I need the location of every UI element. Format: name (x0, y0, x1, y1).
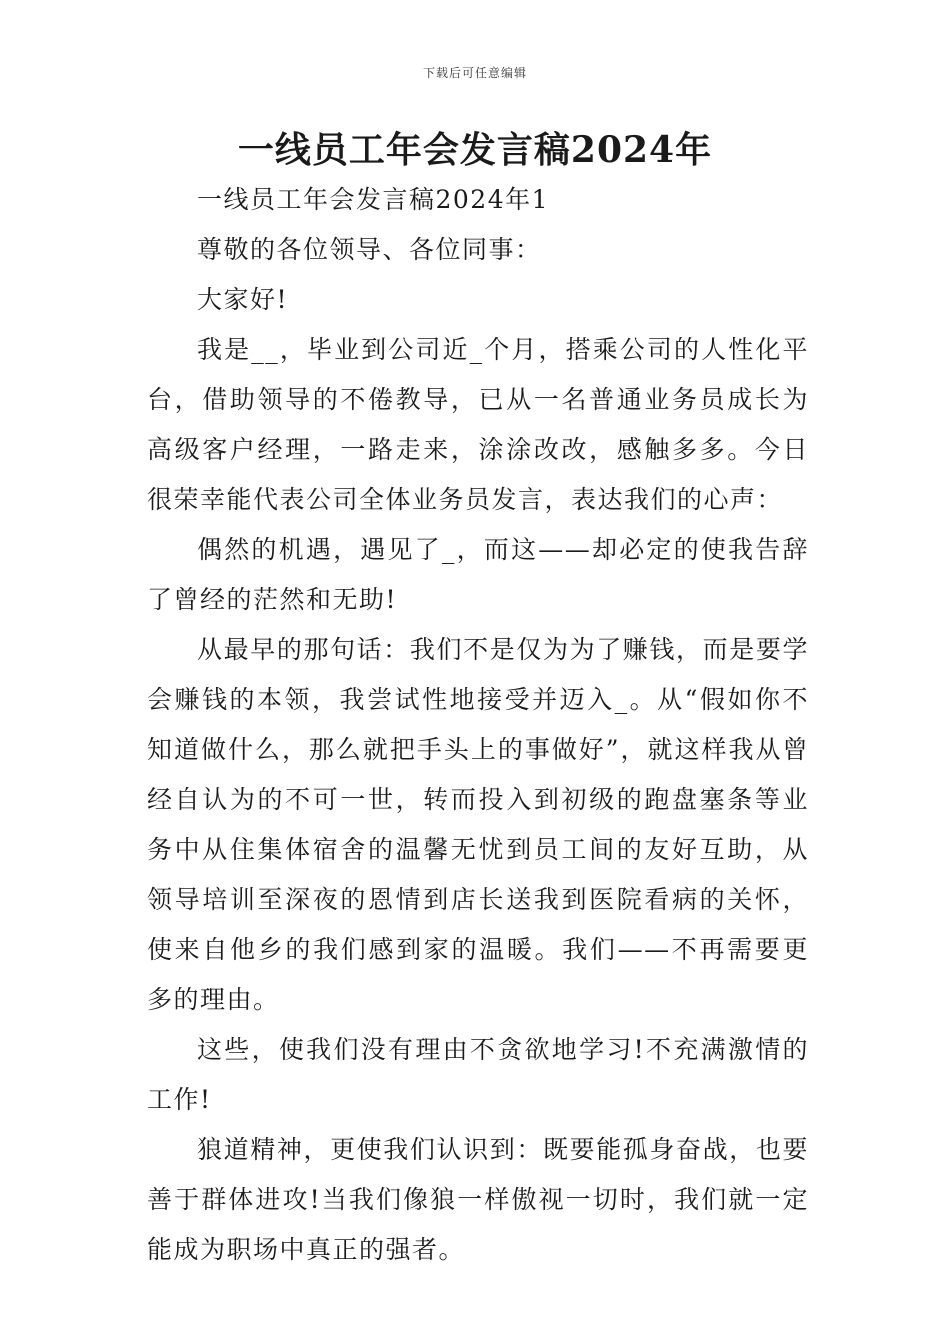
paragraph: 狼道精神，更使我们认识到：既要能孤身奋战，也要善于群体进攻!当我们像狼一样傲视一切时，我们就一定能成为职场中真正的强者。 (147, 1135, 809, 1264)
document-body (147, 175, 809, 1275)
paragraph-greeting: 大家好! (197, 285, 289, 314)
paragraph: 从最早的那句话：我们不是仅为为了赚钱，而是要学会赚钱的本领，我尝试性地接受并迈入_。从“假如你不知道做什么，那么就把手头上的事做好”，就这样我从曾经自认为的不可一世，转而投入到初级的跑盘塞条等业务中从住集体宿舍的温馨无忧到员工间的友好互助，从领导培训至深夜的恩情到店长送我到医院看病的关怀，使来自他乡的我们感到家的温暖。我们——不再需要更多的理由。 (147, 635, 809, 1014)
document-title: 一线员工年会发言稿2024年 (237, 129, 713, 171)
paragraph: 偶然的机遇，遇见了_，而这——却必定的使我告辞了曾经的茫然和无助! (147, 535, 809, 614)
header-note: 下载后可任意编辑 (422, 66, 527, 80)
paragraph-salutation: 尊敬的各位领导、各位同事： (197, 235, 542, 264)
paragraph-subtitle: 一线员工年会发言稿2024年1 (197, 185, 550, 214)
paragraph: 这些，使我们没有理由不贪欲地学习!不充满激情的工作! (147, 1035, 809, 1114)
paragraph: 我是__，毕业到公司近_个月，搭乘公司的人性化平台，借助领导的不倦教导，已从一名普通业务员成长为高级客户经理，一路走来，涂涂改改，感触多多。今日很荣幸能代表公司全体业务员发言，表达我们的心声： (147, 335, 809, 514)
